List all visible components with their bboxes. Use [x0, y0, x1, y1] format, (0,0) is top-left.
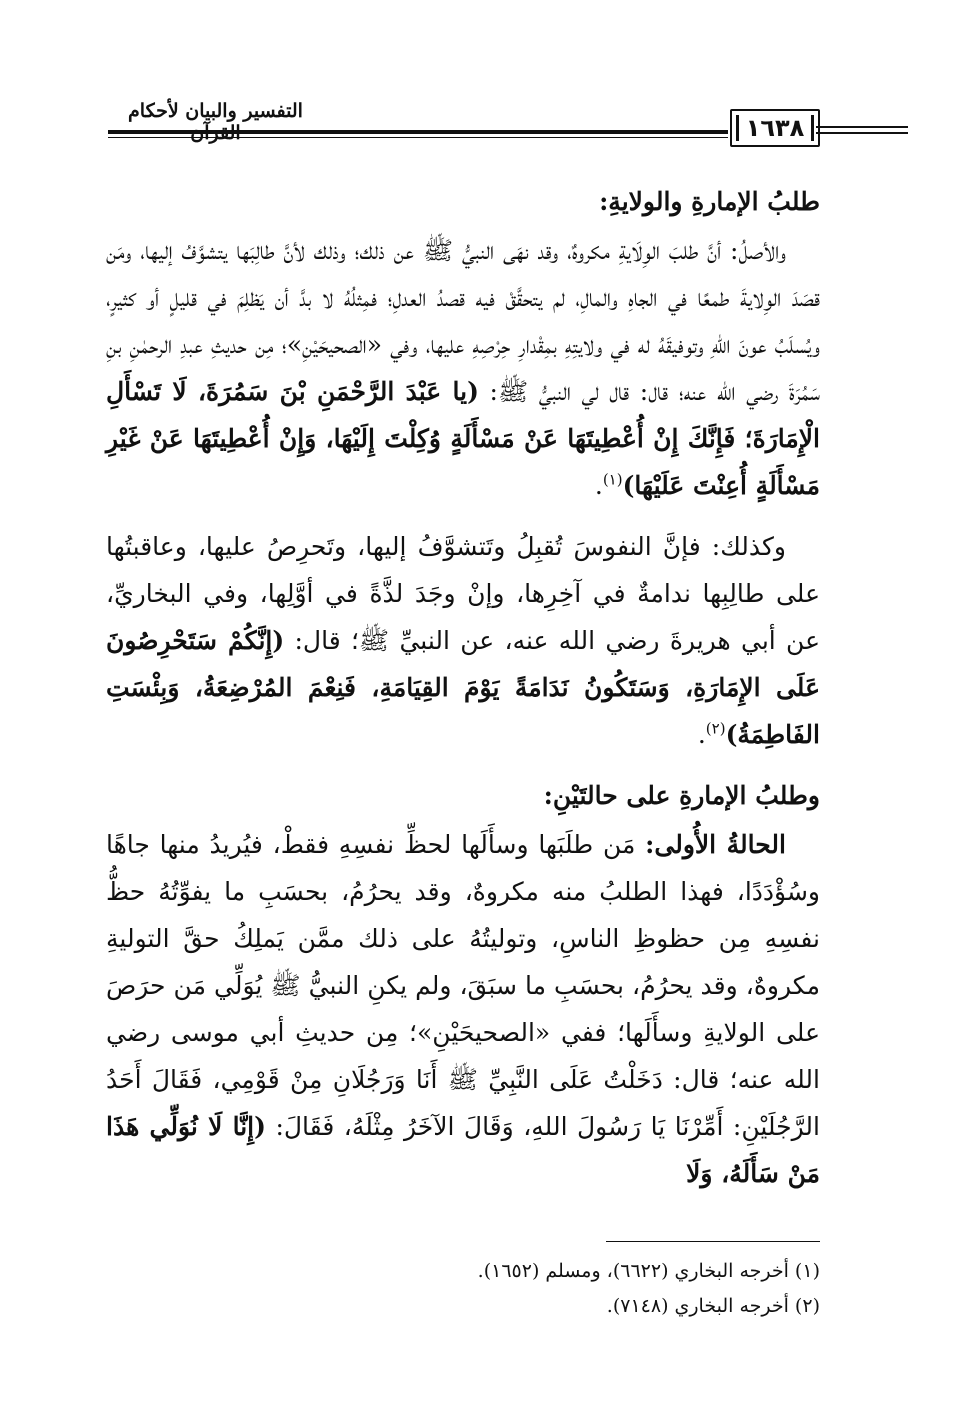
hadith-quote: (إِنَّا لَا نُوَلِّي هَذَا مَنْ سَأَلَهُ، وَلَا	[106, 1112, 820, 1188]
case-label: الحالةُ الأُولى:	[645, 830, 786, 859]
main-text	[106, 178, 820, 1197]
book-title: التفسير والبيان لأحكام	[128, 100, 303, 122]
header-rule-thin	[108, 137, 728, 138]
paragraph-text: وكذلك: فإنَّ النفوسَ تُقبِلُ وتَتشوَّفُ إليها، وتَحرِصُ عليها، وعاقبتُها على طالِبِها ندامةٌ في آخِرِها، وإنْ وجَدَ لذَّةً في أوَّلِها، وفي البخاريِّ، عن أبي هريرةَ رضي الله عنه، عن النبيِّ ﷺ؛ قال:	[106, 532, 820, 655]
footnote-separator	[606, 1241, 820, 1242]
page-number: ١٦٣٨	[730, 109, 820, 147]
section-heading: وطلبُ الإمارةِ على حالتَيْنِ:	[543, 781, 820, 810]
paragraph-text: مَن طلَبَها وسأَلَها لحظِّ نفسِهِ فقطْ، فيُريدُ منها جاهًا وسُؤْدَدًا، فهذا الطلبُ منه مكروهٌ، وقد يحرُمُ، بحسَبِ ما يفوِّتُهُ حظُّ نفسِهِ مِن حظوظِ الناسِ، وتوليتُهُ على ذلك ممَّن يَملِكُ حقَّ التوليةِ مكروهٌ، وقد يحرُمُ، بحسَبِ ما سبَقَ، ولم يكنِ النبيُّ ﷺ يُوَلِّي مَن حرَصَ على الولايةِ وسأَلَها؛ ففي «الصحيحَيْنِ»؛ مِن حديثِ أبي موسى رضي الله عنه؛ قال: دَخَلْتُ عَلَى النَّبِيِّ ﷺ أَنَا وَرَجُلَانِ مِنْ قَوْمِي، فَقَالَ أَحَدُ الرَّجُلَيْنِ: أَمِّرْنَا يَا رَسُولَ اللهِ، وَقَالَ الآخَرُ مِثْلَهُ، فَقَالَ:	[106, 830, 820, 1141]
spacer	[106, 758, 820, 772]
footnote: (٢) أخرجه البخاري (٧١٤٨).	[606, 1295, 820, 1317]
footnote-ref: (٢)	[705, 719, 726, 738]
footnotes	[106, 1254, 820, 1324]
header-rule-thick	[108, 130, 728, 134]
paragraph	[106, 821, 820, 1197]
footnote-ref: (١)	[602, 470, 623, 489]
paragraph	[106, 227, 820, 509]
paragraph-end: .	[594, 471, 603, 500]
hadith-quote: (يا عَبْدَ الرَّحْمَنِ بْنَ سَمُرَةَ، لَا تَسْأَلِ الْإِمَارَةَ؛ فَإِنَّكَ إِنْ أُعْطِيتَهَا عَنْ مَسْأَلَةٍ وُكِلْتَ إِلَيْهَا، وَإِنْ أُعْطِيتَهَا عَنْ غَيْرِ مَسْأَلَةٍ أُعِنْتَ عَلَيْهَا)	[106, 377, 820, 500]
footnote: (١) أخرجه البخاري (٦٦٢٢)، ومسلم (١٦٥٢).	[477, 1260, 820, 1282]
paragraph	[106, 523, 820, 758]
paragraph-end: .	[697, 720, 706, 749]
header-rule-right-bottom	[816, 132, 908, 134]
running-header	[108, 98, 808, 158]
section-heading: طلبُ الإمارةِ والولايةِ:	[599, 187, 820, 216]
header-rule-right-top	[816, 126, 908, 128]
hadith-quote: (إِنَّكُمْ سَتَحْرِصُونَ عَلَى الإِمَارَةِ، وَسَتَكُونُ نَدَامَةً يَوْمَ القِيَامَةِ، فَنِعْمَ المُرْضِعَةُ، وَبِئْسَتِ الفَاطِمَةُ)	[106, 626, 820, 749]
paragraph-text: والأصلُ: أنَّ طلبَ الوِلَايةِ مكروهٌ، وقد نهَى النبيُّ ﷺ عن ذلك؛ وذلك لأنَّ طالِبَها يتشوَّفُ إليها، ومَن قصَدَ الوِلايةَ طمعًا في الجاهِ والمالِ، لم يتحقَّقْ فيه قصدُ العدلِ؛ فمِثلُهُ لا بدَّ أن يَظلِمَ في قليلٍ أو كثيرٍ، ويُسلَبُ عونَ اللهِ وتوفيقَهُ له في ولايتِهِ بمِقْدارِ حِرْصِهِ عليها، وفي «الصحيحَيْنِ»؛ مِن حديثِ عبدِ الرحمٰنِ بنِ سَمُرَةَ رضي الله عنه؛ قال: قال لي النبيُّ ﷺ:	[106, 236, 821, 406]
spacer	[106, 509, 820, 523]
